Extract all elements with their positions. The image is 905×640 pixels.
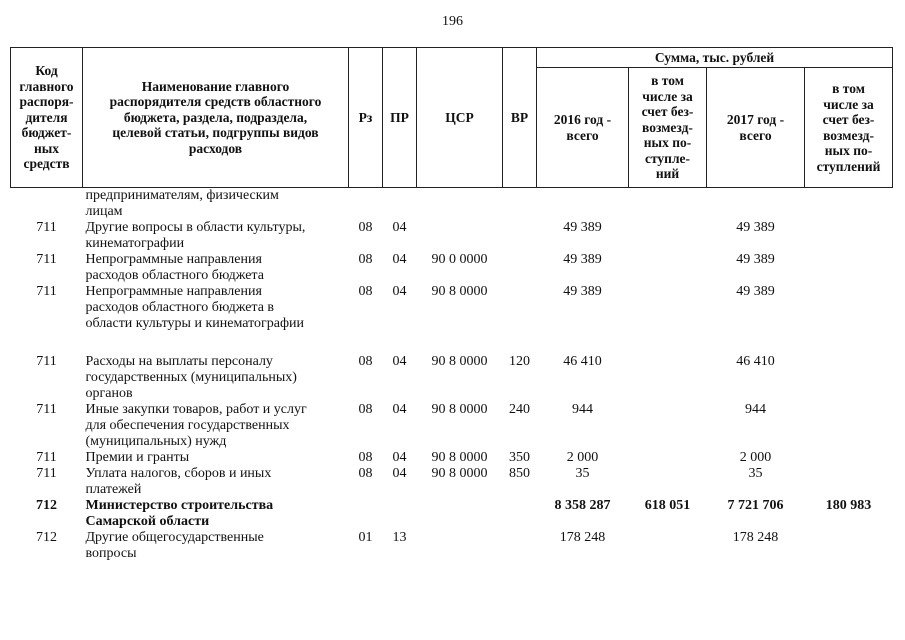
table-row (11, 402, 893, 450)
header-rz: Рз (349, 48, 383, 188)
row-incl-2016 (629, 354, 707, 402)
row-rz (349, 188, 383, 221)
row-total-2017: 35 (748, 466, 763, 481)
table-header (11, 48, 893, 188)
row-vr: 120 (509, 354, 530, 369)
row-incl-2017 (805, 220, 893, 252)
row-pr: 04 (392, 450, 407, 465)
row-total-2016: 2 000 (566, 450, 599, 465)
row-incl-2016 (629, 466, 707, 498)
row-incl-2016 (629, 530, 707, 562)
row-pr: 04 (392, 354, 407, 369)
row-pr: 13 (392, 530, 407, 545)
row-pr: 04 (392, 252, 407, 267)
table-row (11, 450, 893, 466)
row-csr (417, 220, 503, 252)
row-name: Министерство строительства Самарской области (85, 498, 274, 529)
row-incl-2017 (805, 188, 893, 221)
row-incl-2017: 180 983 (825, 498, 872, 513)
header-total-2017: 2017 год - всего (707, 68, 805, 188)
row-rz: 08 (358, 466, 373, 481)
row-csr: 90 8 0000 (431, 402, 488, 417)
row-csr (417, 530, 503, 562)
row-vr (503, 252, 537, 284)
row-pr (383, 188, 417, 221)
row-rz: 08 (358, 284, 373, 299)
row-spacer (11, 332, 893, 354)
row-total-2016: 178 248 (559, 530, 606, 545)
row-total-2016: 49 389 (563, 220, 602, 235)
row-incl-2016 (629, 450, 707, 466)
row-name: Иные закупки товаров, работ и услуг для обеспечения государственных (муниципальных) нужд (85, 402, 307, 449)
row-name: Непрограммные направления расходов областного бюджета в области культуры и кинематографии (85, 284, 305, 331)
row-incl-2016 (629, 284, 707, 332)
row-rz: 08 (358, 354, 373, 369)
row-total-2017: 178 248 (732, 530, 779, 545)
row-pr: 04 (392, 402, 407, 417)
row-total-2017: 49 389 (736, 252, 775, 267)
row-pr: 04 (392, 284, 407, 299)
row-incl-2016: 618 051 (644, 498, 691, 513)
row-name: Расходы на выплаты персоналу государственных (муниципальных) органов (85, 354, 297, 401)
row-incl-2017 (805, 354, 893, 402)
row-vr: 350 (509, 450, 530, 465)
row-total-2016: 944 (572, 402, 593, 417)
row-name: Премии и гранты (85, 450, 190, 465)
row-total-2017: 7 721 706 (727, 498, 784, 513)
row-csr (417, 188, 503, 221)
table-row (11, 498, 893, 530)
row-total-2016: 8 358 287 (554, 498, 611, 513)
row-code: 711 (36, 284, 57, 299)
row-name: Другие вопросы в области культуры, кинематографии (85, 220, 306, 251)
row-code (11, 188, 83, 221)
row-vr: 240 (509, 402, 530, 417)
table-body (11, 188, 893, 563)
row-code: 711 (36, 252, 57, 267)
row-spacer-cell (11, 332, 893, 354)
row-incl-2016 (629, 252, 707, 284)
header-pr: ПР (383, 48, 417, 188)
table-row (11, 284, 893, 332)
row-rz: 08 (358, 252, 373, 267)
row-vr: 850 (509, 466, 530, 481)
row-csr: 90 8 0000 (431, 354, 488, 369)
row-name: Уплата налогов, сборов и иных платежей (85, 466, 272, 497)
row-vr (503, 188, 537, 221)
row-csr: 90 8 0000 (431, 466, 488, 481)
row-vr (503, 220, 537, 252)
table-row (11, 252, 893, 284)
row-incl-2017 (805, 284, 893, 332)
row-incl-2016 (629, 402, 707, 450)
row-incl-2016 (629, 188, 707, 221)
row-code: 711 (36, 466, 57, 481)
row-incl-2017 (805, 252, 893, 284)
row-code: 712 (36, 530, 57, 545)
row-rz: 08 (358, 402, 373, 417)
row-name: Другие общегосударственные вопросы (85, 530, 264, 561)
header-incl-2016: в том числе за счет без- возмезд- ных по- ступле- ний (629, 68, 707, 188)
budget-table (10, 47, 893, 562)
row-total-2016: 49 389 (563, 284, 602, 299)
header-sum: Сумма, тыс. рублей (537, 48, 893, 68)
row-total-2016: 35 (575, 466, 590, 481)
header-csr: ЦСР (417, 48, 503, 188)
header-incl-2017: в том числе за счет без- возмезд- ных по- ступлений (805, 68, 893, 188)
row-csr: 90 8 0000 (431, 284, 488, 299)
row-code: 711 (36, 402, 57, 417)
page-number: 196 (442, 14, 463, 29)
table-row (11, 354, 893, 402)
row-total-2016: 49 389 (563, 252, 602, 267)
row-pr (383, 498, 417, 530)
header-vr: ВР (503, 48, 537, 188)
header-name: Наименование главного распорядителя средств областного бюджета, раздела, подраздела, целевой статьи, подгруппы видов расходов (83, 48, 349, 188)
row-rz (349, 498, 383, 530)
row-incl-2017 (805, 402, 893, 450)
row-incl-2017 (805, 450, 893, 466)
row-csr: 90 8 0000 (431, 450, 488, 465)
row-vr (503, 498, 537, 530)
header-total-2016: 2016 год - всего (537, 68, 629, 188)
row-incl-2017 (805, 466, 893, 498)
table-row (11, 220, 893, 252)
row-total-2017: 2 000 (739, 450, 772, 465)
row-total-2016: 46 410 (563, 354, 602, 369)
row-rz: 08 (358, 450, 373, 465)
header-code: Код главного распоря- дителя бюджет- ных средств (11, 48, 83, 188)
row-code: 712 (36, 498, 57, 513)
row-incl-2016 (629, 220, 707, 252)
row-name: Непрограммные направления расходов областного бюджета (85, 252, 264, 283)
table-row (11, 466, 893, 498)
row-csr (417, 498, 503, 530)
row-total-2017: 49 389 (736, 284, 775, 299)
row-csr: 90 0 0000 (431, 252, 488, 267)
row-total-2016 (537, 188, 629, 221)
row-vr (503, 530, 537, 562)
row-code: 711 (36, 220, 57, 235)
row-total-2017: 944 (745, 402, 766, 417)
row-total-2017: 46 410 (736, 354, 775, 369)
row-rz: 08 (358, 220, 373, 235)
row-incl-2017 (805, 530, 893, 562)
row-total-2017 (707, 188, 805, 221)
row-total-2017: 49 389 (736, 220, 775, 235)
row-code: 711 (36, 354, 57, 369)
row-pr: 04 (392, 466, 407, 481)
row-rz: 01 (358, 530, 373, 545)
row-vr (503, 284, 537, 332)
row-code: 711 (36, 450, 57, 465)
row-name: предпринимателям, физическим лицам (85, 188, 279, 219)
row-pr: 04 (392, 220, 407, 235)
table-row (11, 188, 893, 221)
table-row (11, 530, 893, 562)
